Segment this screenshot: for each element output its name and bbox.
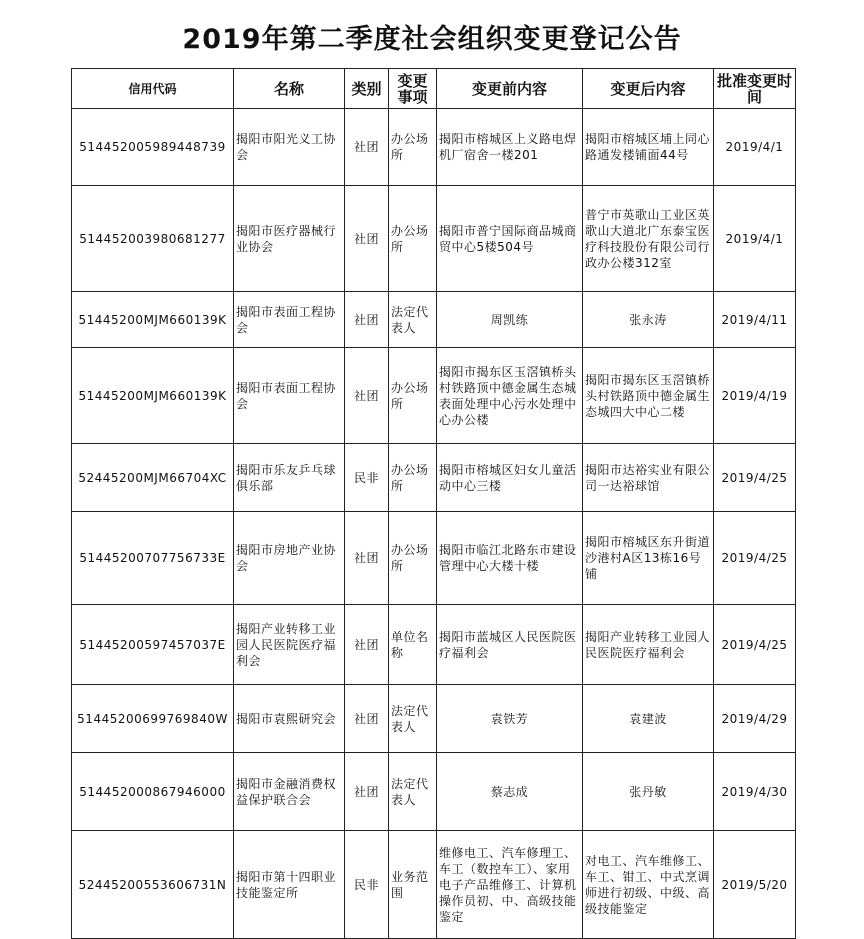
cell-category: 社团 (345, 348, 389, 444)
header-category: 类别 (345, 69, 389, 109)
cell-item: 法定代表人 (389, 292, 437, 348)
cell-category: 社团 (345, 186, 389, 292)
cell-date: 2019/4/25 (714, 512, 796, 605)
header-name: 名称 (234, 69, 345, 109)
cell-code: 514452003980681277 (72, 186, 234, 292)
header-before: 变更前内容 (437, 69, 583, 109)
header-row (72, 69, 796, 109)
cell-date: 2019/4/11 (714, 292, 796, 348)
table-row (72, 292, 796, 348)
cell-name: 揭阳产业转移工业园人民医院医疗福利会 (234, 605, 345, 685)
cell-name: 揭阳市金融消费权益保护联合会 (234, 753, 345, 831)
cell-item: 办公场所 (389, 444, 437, 512)
table-row (72, 831, 796, 939)
table-row (72, 605, 796, 685)
cell-date: 2019/4/25 (714, 605, 796, 685)
cell-item: 办公场所 (389, 186, 437, 292)
cell-item: 法定代表人 (389, 685, 437, 753)
cell-name: 揭阳市乐友乒乓球俱乐部 (234, 444, 345, 512)
cell-after: 揭阳市揭东区玉滘镇桥头村铁路顶中德金属生态城四大中心二楼 (583, 348, 714, 444)
cell-after: 袁建波 (583, 685, 714, 753)
cell-code: 51445200MJM660139K (72, 348, 234, 444)
cell-name: 揭阳市表面工程协会 (234, 348, 345, 444)
table-row (72, 348, 796, 444)
cell-code: 51445200MJM660139K (72, 292, 234, 348)
header-code: 信用代码 (72, 69, 234, 109)
cell-category: 社团 (345, 605, 389, 685)
cell-item: 法定代表人 (389, 753, 437, 831)
cell-category: 民非 (345, 444, 389, 512)
cell-date: 2019/4/30 (714, 753, 796, 831)
cell-code: 51445200597457037E (72, 605, 234, 685)
header-date: 批准变更时间 (714, 69, 796, 109)
cell-category: 社团 (345, 753, 389, 831)
cell-after: 揭阳市榕城区埔上同心路通发楼铺面44号 (583, 109, 714, 186)
cell-before: 揭阳市普宁国际商品城商贸中心5楼504号 (437, 186, 583, 292)
cell-after: 张丹敏 (583, 753, 714, 831)
table-row (72, 512, 796, 605)
cell-date: 2019/4/29 (714, 685, 796, 753)
cell-before: 揭阳市蓝城区人民医院医疗福利会 (437, 605, 583, 685)
cell-date: 2019/5/20 (714, 831, 796, 939)
cell-name: 揭阳市袁熙研究会 (234, 685, 345, 753)
cell-name: 揭阳市阳光义工协会 (234, 109, 345, 186)
table-row (72, 685, 796, 753)
cell-before: 周凯练 (437, 292, 583, 348)
cell-code: 51445200707756733E (72, 512, 234, 605)
cell-item: 办公场所 (389, 348, 437, 444)
cell-after: 揭阳产业转移工业园人民医院医疗福利会 (583, 605, 714, 685)
cell-before: 揭阳市榕城区上义路电焊机厂宿舍一楼201 (437, 109, 583, 186)
table-row (72, 109, 796, 186)
cell-date: 2019/4/25 (714, 444, 796, 512)
cell-after: 普宁市英歌山工业区英歌山大道北广东泰宝医疗科技股份有限公司行政办公楼312室 (583, 186, 714, 292)
cell-before: 揭阳市揭东区玉滘镇桥头村铁路顶中德金属生态城表面处理中心污水处理中心办公楼 (437, 348, 583, 444)
table-row (72, 444, 796, 512)
cell-category: 社团 (345, 685, 389, 753)
cell-code: 514452000867946000 (72, 753, 234, 831)
cell-item: 业务范围 (389, 831, 437, 939)
header-after: 变更后内容 (583, 69, 714, 109)
cell-before: 维修电工、汽车修理工、车工（数控车工）、家用电子产品维修工、计算机操作员初、中、高级技能鉴定 (437, 831, 583, 939)
cell-code: 51445200699769840W (72, 685, 234, 753)
cell-code: 52445200MJM66704XC (72, 444, 234, 512)
cell-code: 52445200553606731N (72, 831, 234, 939)
cell-after: 对电工、汽车维修工、车工、钳工、中式烹调师进行初级、中级、高级技能鉴定 (583, 831, 714, 939)
cell-name: 揭阳市房地产业协会 (234, 512, 345, 605)
cell-before: 蔡志成 (437, 753, 583, 831)
change-registration-table (71, 68, 796, 939)
cell-after: 张永涛 (583, 292, 714, 348)
cell-date: 2019/4/19 (714, 348, 796, 444)
cell-after: 揭阳市榕城区东升街道沙港村A区13栋16号铺 (583, 512, 714, 605)
cell-before: 袁铁芳 (437, 685, 583, 753)
table-row (72, 186, 796, 292)
cell-category: 社团 (345, 292, 389, 348)
cell-date: 2019/4/1 (714, 109, 796, 186)
cell-name: 揭阳市第十四职业技能鉴定所 (234, 831, 345, 939)
table-row (72, 753, 796, 831)
page-title: 2019年第二季度社会组织变更登记公告 (182, 23, 682, 55)
cell-before: 揭阳市榕城区妇女儿童活动中心三楼 (437, 444, 583, 512)
cell-after: 揭阳市达裕实业有限公司一达裕球馆 (583, 444, 714, 512)
cell-before: 揭阳市临江北路东市建设管理中心大楼十楼 (437, 512, 583, 605)
cell-item: 办公场所 (389, 512, 437, 605)
cell-category: 民非 (345, 831, 389, 939)
cell-category: 社团 (345, 109, 389, 186)
cell-name: 揭阳市表面工程协会 (234, 292, 345, 348)
header-item: 变更事项 (389, 69, 437, 109)
cell-category: 社团 (345, 512, 389, 605)
cell-item: 办公场所 (389, 109, 437, 186)
cell-code: 514452005989448739 (72, 109, 234, 186)
cell-date: 2019/4/1 (714, 186, 796, 292)
cell-name: 揭阳市医疗器械行业协会 (234, 186, 345, 292)
cell-item: 单位名称 (389, 605, 437, 685)
